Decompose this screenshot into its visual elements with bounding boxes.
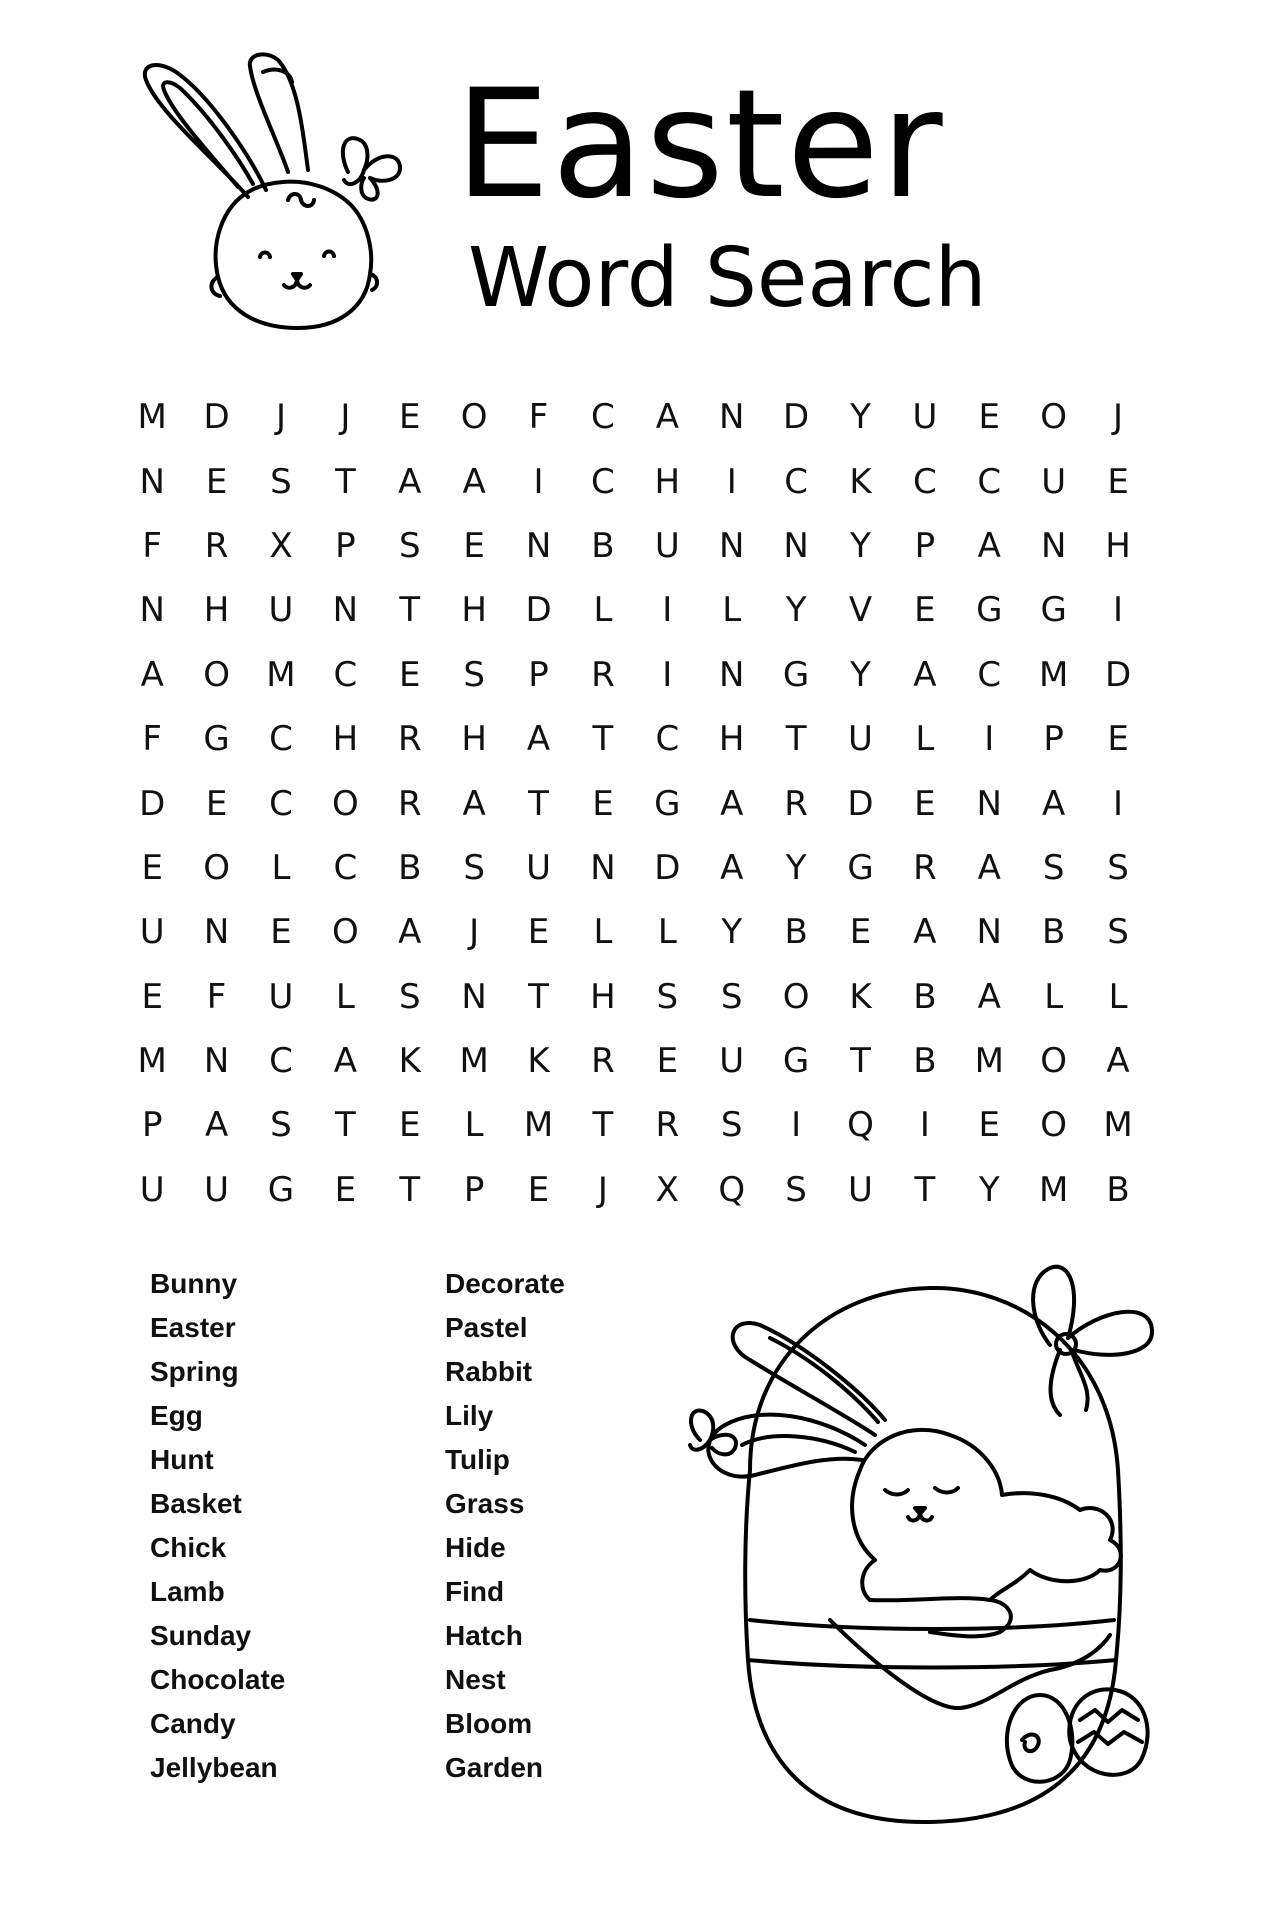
word-list-item: Lamb (150, 1576, 225, 1607)
grid-cell: E (592, 783, 614, 824)
grid-cell: L (915, 719, 935, 760)
grid-cell: H (203, 590, 230, 631)
word-list-item: Garden (445, 1752, 544, 1783)
grid-cell: U (139, 912, 165, 953)
word-list-item: Grass (445, 1488, 525, 1519)
grid-cell: X (655, 1169, 679, 1210)
grid-cell: C (333, 847, 358, 888)
grid-cell: U (268, 590, 294, 631)
grid-cell: M (137, 1041, 167, 1082)
grid-cell: N (332, 590, 359, 631)
grid-cell: G (847, 847, 874, 888)
grid-cell: E (978, 1105, 1001, 1146)
grid-cell: G (976, 590, 1003, 631)
grid-cell: N (976, 783, 1002, 824)
grid-cell: O (331, 912, 359, 953)
grid-cell: E (1107, 719, 1129, 760)
grid-cell: C (591, 397, 615, 438)
grid-cell: E (270, 912, 292, 953)
grid-cell: O (460, 397, 488, 438)
grid-cell: U (848, 1169, 873, 1210)
grid-cell: N (525, 525, 552, 566)
grid-cell: G (1040, 590, 1067, 631)
grid-cell: B (913, 976, 937, 1017)
grid-cell: R (913, 847, 937, 888)
grid-cell: L (722, 590, 742, 631)
grid-cell: F (206, 976, 227, 1017)
grid-cell: D (139, 783, 166, 824)
grid-cell: C (977, 461, 1002, 502)
word-list-item: Hatch (445, 1620, 523, 1651)
grid-cell: C (977, 654, 1002, 695)
grid-cell: I (726, 461, 737, 502)
grid-cell: K (527, 1041, 550, 1082)
grid-cell: T (592, 1105, 614, 1146)
grid-cell: J (597, 1169, 608, 1210)
grid-cell: I (984, 719, 995, 760)
grid-cell: L (1108, 976, 1128, 1017)
grid-cell: R (397, 719, 422, 760)
grid-cell: H (718, 719, 745, 760)
grid-cell: S (463, 847, 485, 888)
grid-cell: I (791, 1105, 802, 1146)
grid-cell: R (204, 525, 229, 566)
word-list-item: Hide (445, 1532, 506, 1563)
grid-cell: E (399, 1105, 421, 1146)
grid-cell: N (139, 590, 165, 631)
grid-cell: A (462, 783, 486, 824)
grid-cell: T (528, 976, 549, 1017)
grid-cell: H (590, 976, 616, 1017)
grid-cell: N (718, 397, 745, 438)
grid-cell: S (785, 1169, 807, 1210)
grid-cell: F (142, 719, 162, 760)
grid-cell: U (719, 1041, 745, 1082)
grid-cell: N (976, 912, 1002, 953)
grid-cell: E (914, 783, 936, 824)
grid-cell: T (592, 719, 614, 760)
word-list-item: Decorate (445, 1268, 565, 1299)
word-list-column-1 (150, 1262, 285, 1790)
grid-cell: E (527, 1169, 550, 1210)
grid-cell: N (139, 461, 165, 502)
grid-cell: C (913, 461, 937, 502)
grid-cell: S (270, 461, 292, 502)
grid-cell: I (662, 654, 673, 695)
grid-cell: D (783, 397, 810, 438)
grid-cell: E (527, 912, 550, 953)
grid-cell: E (205, 461, 228, 502)
grid-cell: D (203, 397, 230, 438)
grid-cell: P (528, 654, 549, 695)
grid-cell: A (140, 654, 164, 695)
word-list-item: Candy (150, 1708, 236, 1739)
grid-cell: B (913, 1041, 937, 1082)
grid-cell: T (334, 461, 356, 502)
grid-cell: H (332, 719, 359, 760)
grid-cell: U (204, 1169, 230, 1210)
grid-cell: T (850, 1041, 871, 1082)
word-list-item: Lily (445, 1400, 494, 1431)
grid-cell: A (655, 397, 679, 438)
grid-cell: N (461, 976, 487, 1017)
word-list-item: Spring (150, 1356, 239, 1387)
grid-cell: O (203, 847, 230, 888)
grid-cell: S (398, 976, 421, 1017)
grid-cell: S (1107, 847, 1129, 888)
grid-cell: Q (718, 1169, 746, 1210)
grid-cell: P (335, 525, 356, 566)
grid-cell: L (1044, 976, 1064, 1017)
grid-cell: N (1040, 525, 1067, 566)
grid-cell: F (142, 525, 162, 566)
grid-cell: C (269, 719, 293, 760)
grid-cell: B (398, 847, 422, 888)
grid-cell: U (139, 1169, 165, 1210)
grid-cell: U (526, 847, 551, 888)
grid-cell: T (528, 783, 549, 824)
grid-cell: O (782, 976, 810, 1017)
grid-cell: E (399, 654, 421, 695)
word-list-item: Pastel (445, 1312, 528, 1343)
grid-cell: E (334, 1169, 357, 1210)
grid-cell: T (785, 719, 807, 760)
grid-cell: P (463, 1169, 485, 1210)
grid-cell: U (1041, 461, 1067, 502)
grid-cell: X (269, 525, 293, 566)
grid-cell: E (656, 1041, 679, 1082)
grid-cell: H (654, 461, 681, 502)
grid-cell: L (593, 590, 613, 631)
grid-cell: G (267, 1169, 295, 1210)
grid-cell: N (783, 525, 809, 566)
grid-cell: G (203, 719, 230, 760)
grid-cell: M (1103, 1105, 1133, 1146)
word-list-item: Bunny (150, 1268, 238, 1299)
grid-cell: C (269, 1041, 293, 1082)
grid-cell: C (333, 654, 358, 695)
grid-cell: E (141, 847, 163, 888)
grid-cell: Y (850, 654, 871, 695)
word-list-item: Chocolate (150, 1664, 286, 1695)
grid-cell: S (720, 976, 743, 1017)
grid-cell: R (591, 1041, 615, 1082)
grid-cell: A (526, 719, 551, 760)
grid-cell: B (591, 525, 615, 566)
grid-cell: Y (785, 590, 807, 631)
grid-cell: T (334, 1105, 356, 1146)
grid-cell: T (914, 1169, 936, 1210)
grid-cell: T (399, 1169, 421, 1210)
grid-cell: U (268, 976, 294, 1017)
grid-cell: A (977, 976, 1001, 1017)
grid-cell: A (333, 1041, 357, 1082)
grid-cell: L (657, 912, 677, 953)
letter-grid (120, 385, 1170, 1222)
grid-cell: T (399, 590, 421, 631)
word-list-item: Find (445, 1576, 505, 1607)
word-list-column-2 (445, 1262, 565, 1790)
grid-cell: D (525, 590, 552, 631)
grid-cell: J (275, 397, 286, 438)
grid-cell: L (593, 912, 613, 953)
grid-cell: E (914, 590, 936, 631)
grid-cell: Y (721, 912, 743, 953)
grid-cell: E (978, 397, 1001, 438)
grid-cell: K (849, 976, 872, 1017)
grid-cell: O (331, 783, 359, 824)
grid-cell: H (461, 719, 487, 760)
grid-cell: Y (850, 397, 871, 438)
grid-cell: K (398, 1041, 421, 1082)
word-list-item: Chick (150, 1532, 227, 1563)
grid-cell: N (718, 525, 745, 566)
grid-cell: O (1040, 397, 1068, 438)
grid-cell: M (137, 397, 167, 438)
grid-cell: N (718, 654, 745, 695)
grid-cell: R (591, 654, 615, 695)
grid-cell: S (463, 654, 485, 695)
grid-cell: V (848, 590, 873, 631)
grid-cell: I (1113, 590, 1124, 631)
grid-cell: A (977, 847, 1001, 888)
grid-cell: P (914, 525, 936, 566)
grid-cell: B (1042, 912, 1066, 953)
grid-cell: S (656, 976, 679, 1017)
grid-cell: S (1107, 912, 1129, 953)
grid-cell: G (782, 1041, 810, 1082)
grid-cell: E (399, 397, 421, 438)
grid-cell: O (1040, 1105, 1068, 1146)
grid-cell: M (1038, 654, 1069, 695)
grid-cell: D (847, 783, 874, 824)
grid-cell: P (1043, 719, 1064, 760)
grid-cell: A (913, 912, 937, 953)
grid-cell: I (919, 1105, 930, 1146)
grid-cell: Y (850, 525, 871, 566)
grid-cell: J (340, 397, 351, 438)
grid-cell: A (720, 847, 744, 888)
word-list-item: Jellybean (150, 1752, 278, 1783)
grid-cell: E (849, 912, 872, 953)
word-list-item: Rabbit (445, 1356, 533, 1387)
grid-cell: R (397, 783, 422, 824)
grid-cell: M (974, 1041, 1004, 1082)
grid-cell: H (461, 590, 487, 631)
grid-cell: J (469, 912, 480, 953)
grid-cell: C (784, 461, 808, 502)
grid-cell: B (784, 912, 808, 953)
grid-cell: M (1038, 1169, 1069, 1210)
page-subtitle: Word Search (468, 231, 987, 326)
grid-cell: G (654, 783, 681, 824)
grid-cell: Y (785, 847, 807, 888)
grid-cell: A (720, 783, 744, 824)
grid-cell: B (1106, 1169, 1130, 1210)
word-list-item: Bloom (445, 1708, 533, 1739)
grid-cell: E (1107, 461, 1129, 502)
grid-cell: K (849, 461, 872, 502)
grid-cell: I (662, 590, 673, 631)
grid-cell: L (335, 976, 355, 1017)
grid-cell: M (266, 654, 296, 695)
grid-cell: I (533, 461, 544, 502)
grid-cell: L (464, 1105, 484, 1146)
grid-cell: F (528, 397, 549, 438)
grid-cell: I (1113, 783, 1124, 824)
word-list-item: Hunt (150, 1444, 214, 1475)
grid-cell: A (977, 525, 1001, 566)
grid-cell: E (141, 976, 163, 1017)
grid-cell: Y (978, 1169, 1000, 1210)
grid-cell: A (913, 654, 937, 695)
word-list-item: Basket (150, 1488, 242, 1519)
grid-cell: C (655, 719, 680, 760)
grid-cell: S (720, 1105, 743, 1146)
grid-cell: D (654, 847, 681, 888)
grid-cell: S (270, 1105, 292, 1146)
grid-cell: N (203, 912, 230, 953)
grid-cell: A (1042, 783, 1066, 824)
grid-cell: O (203, 654, 230, 695)
word-list-item: Sunday (150, 1620, 252, 1651)
grid-cell: H (1105, 525, 1131, 566)
grid-cell: C (269, 783, 293, 824)
grid-cell: J (1113, 397, 1124, 438)
grid-cell: N (203, 1041, 230, 1082)
grid-cell: R (655, 1105, 680, 1146)
grid-cell: A (398, 912, 422, 953)
grid-cell: R (784, 783, 808, 824)
grid-cell: N (590, 847, 616, 888)
grid-cell: U (654, 525, 680, 566)
grid-cell: S (398, 525, 421, 566)
grid-cell: U (912, 397, 938, 438)
grid-cell: A (462, 461, 486, 502)
grid-cell: O (1040, 1041, 1068, 1082)
word-list-item: Tulip (445, 1444, 510, 1475)
sleeping-bunny-basket-icon (630, 1240, 1190, 1840)
grid-cell: M (523, 1105, 554, 1146)
grid-cell: G (782, 654, 810, 695)
grid-cell: A (398, 461, 422, 502)
grid-cell: D (1104, 654, 1132, 695)
grid-cell: M (459, 1041, 489, 1082)
page-title: Easter (455, 58, 945, 232)
grid-cell: U (848, 719, 873, 760)
grid-cell: S (1042, 847, 1065, 888)
grid-cell: C (591, 461, 615, 502)
grid-cell: E (205, 783, 228, 824)
grid-cell: L (271, 847, 291, 888)
grid-cell: A (204, 1105, 229, 1146)
word-list-item: Nest (445, 1664, 506, 1695)
grid-cell: E (463, 525, 485, 566)
grid-cell: A (1106, 1041, 1130, 1082)
word-list-item: Easter (150, 1312, 236, 1343)
grid-cell: P (141, 1105, 163, 1146)
word-list-item: Egg (150, 1400, 203, 1431)
grid-cell: Q (847, 1105, 874, 1146)
bunny-head-icon (138, 52, 438, 352)
